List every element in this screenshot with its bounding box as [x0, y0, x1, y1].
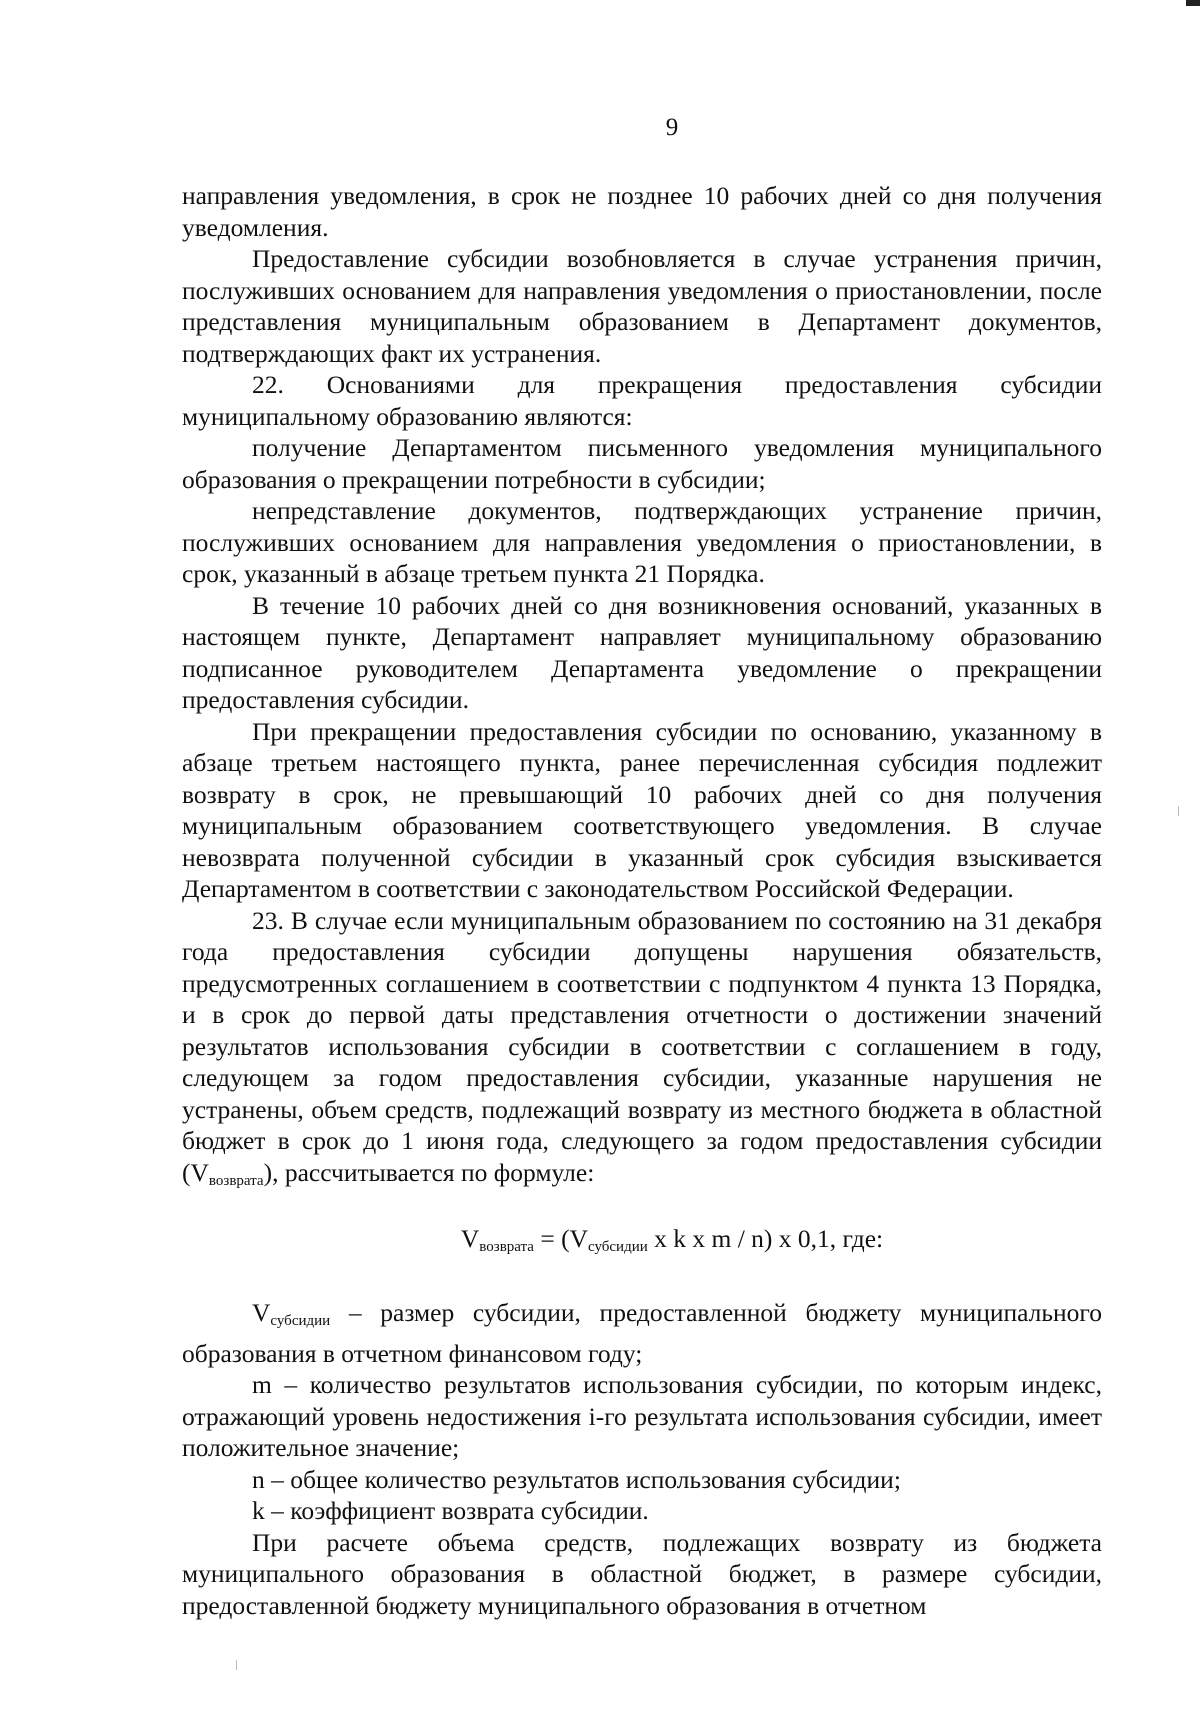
definition-n: n – общее количество результатов использования субсидии; [252, 1464, 901, 1494]
paragraph-23 [182, 905, 1102, 1198]
paragraph-1: направления уведомления, в срок не позднее 10 рабочих дней со дня получения уведомления. [182, 181, 1102, 242]
definition-v-symbol: V [252, 1298, 271, 1327]
paragraph-6: При прекращении предоставления субсидии по основанию, указанному в абзаце третьем настоящего пункта, ранее перечисленная субсидия подлежит возврату в срок, не превышающий 10 рабочих дней со дня получения муниципальным образованием соответствующего уведомления. В случае невозврата полученной субсидии в указанный срок субсидия взыскивается Департаментом в соответствии с законодательством Российской Федерации. [182, 716, 1102, 903]
scan-speck [1178, 806, 1179, 816]
page-number: 9 [665, 114, 679, 141]
formula-lhs: V [460, 1224, 480, 1253]
scan-speck [236, 1660, 237, 1670]
formula-eq: = (V [533, 1224, 588, 1253]
definition-k: k – коэффициент возврата субсидии. [252, 1496, 649, 1525]
paragraph-3: получение Департаментом письменного уведомления муниципального образования о прекращении потребности в субсидии; [182, 433, 1102, 494]
scan-edge-mark [1186, 0, 1200, 6]
paragraph-4: непредставление документов, подтверждающих устранение причин, послуживших основанием для направления уведомления о приостановлении, в срок, указанный в абзаце третьем пункта 21 Порядка. [182, 496, 1102, 588]
definition-m: m – количество результатов использования субсидии, по которым индекс, отражающий уровень недостижения i-го результата использования субсидии, имеет положительное значение; [182, 1370, 1102, 1462]
paragraph-2: Предоставление субсидии возобновляется в случае устранения причин, послуживших основанием для направления уведомления о приостановлении, после представления муниципальным образованием в Департамент документов, подтверждающих факт их устранения. [182, 244, 1102, 368]
definition-v [182, 1297, 1102, 1369]
paragraph-23-tail: ), рассчитывается по формуле: [263, 1157, 595, 1187]
definition-v-text: – размер субсидии, предоставленной бюджету муниципального образования в отчетном финансовом году; [182, 1298, 1102, 1368]
formula [182, 1223, 1102, 1263]
definition-v-sub: субсидии [270, 1313, 331, 1329]
paragraph-22: 22. Основаниями для прекращения предоставления субсидии муниципальному образованию являются: [182, 370, 1102, 431]
paragraph-5: В течение 10 рабочих дней со дня возникновения оснований, указанных в настоящем пункте, Департамент направляет муниципальному образованию подписанное руководителем Департамента уведомление о прекращении предоставления субсидии. [182, 590, 1102, 714]
closing-paragraph: При расчете объема средств, подлежащих возврату из бюджета муниципального образования в областной бюджет, в размере субсидии, предоставленной бюджету муниципального образования в отчетном [182, 1527, 1102, 1620]
subscript-vozvrata: возврата [208, 1172, 264, 1189]
paragraph-23-text: 23. В случае если муниципальным образованием по состоянию на 31 декабря года предоставления субсидии допущены нарушения обязательств, предусмотренных соглашением в соответствии с подпунктом 4 пункта 13 Порядка, и в срок до первой даты представления отчетности о достижении значений результатов использования субсидии в соответствии с соглашением в году, следующем за годом предоставления субсидии, указанные нарушения не устранены, объем средств, подлежащий возврату из местного бюджета в областной бюджет в срок до 1 июня года, следующего за годом предоставления субсидии (V [182, 905, 1102, 1187]
formula-rhs-sub: субсидии [588, 1239, 648, 1255]
formula-lhs-sub: возврата [479, 1239, 534, 1255]
formula-rest: x k x m / n) x 0,1, где: [647, 1224, 884, 1253]
